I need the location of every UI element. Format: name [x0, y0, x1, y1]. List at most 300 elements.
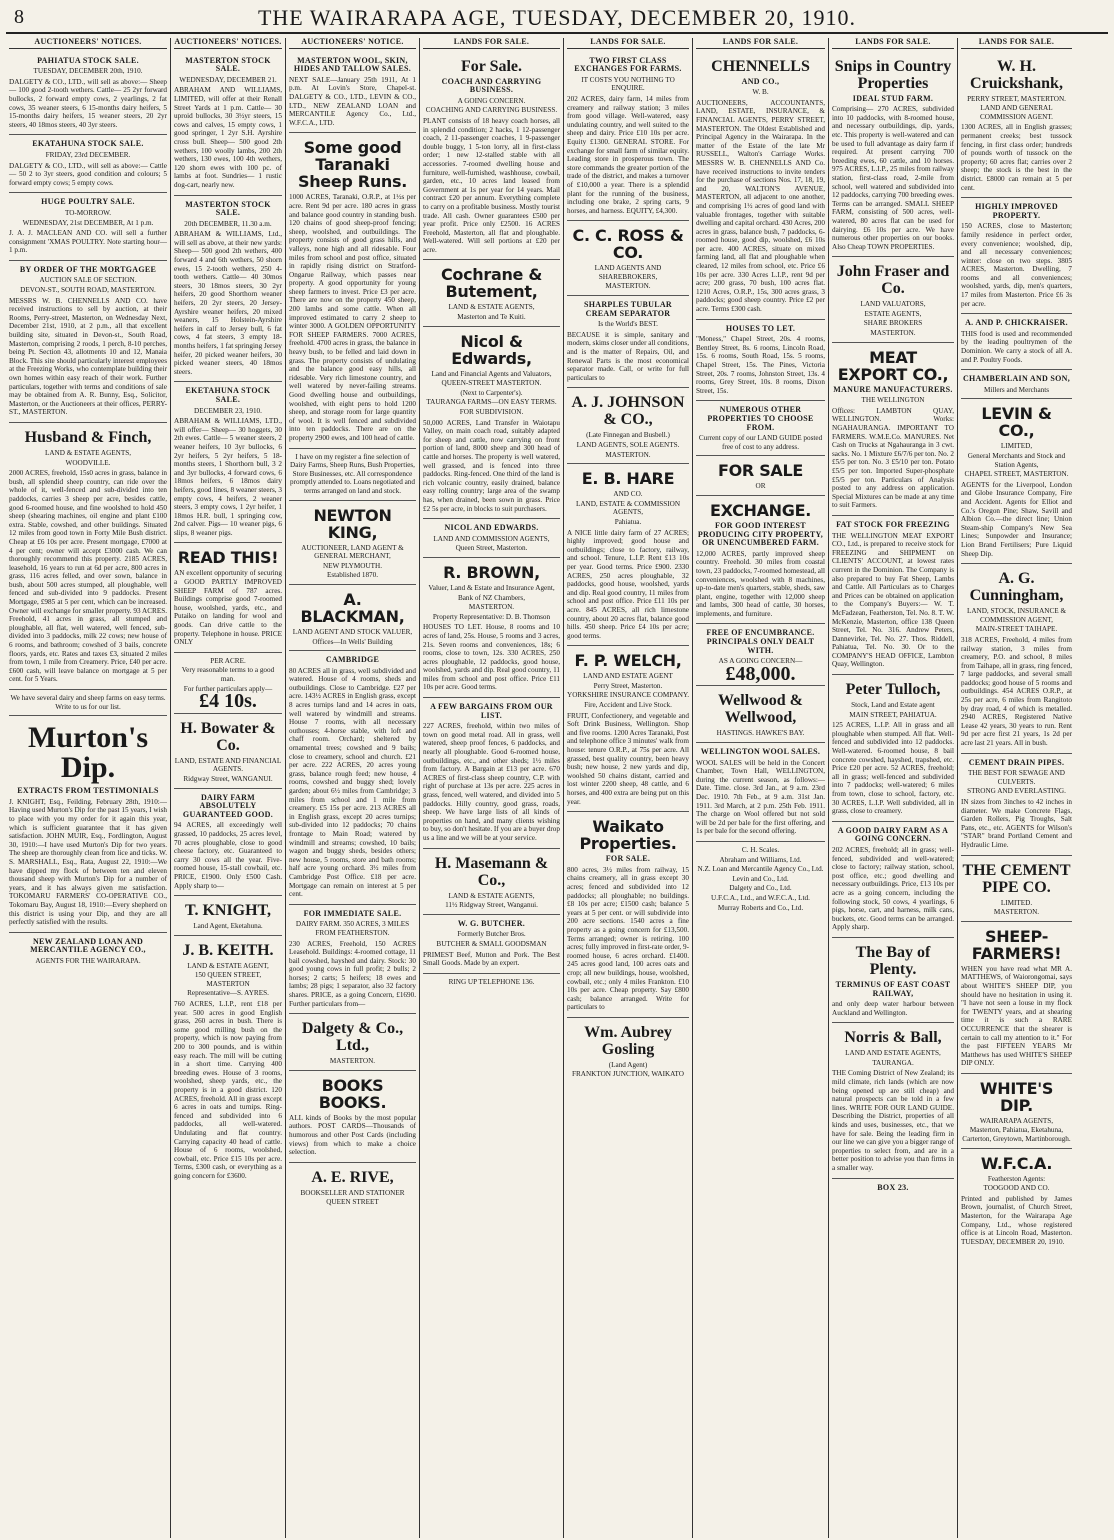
ad-body-text: 227 ACRES, freehold, within two miles of town on good metal road. All in grass, well watered, sheep proof fences, 6 paddocks, and nearly all ploughable. Good 6-roomed house, outbuildings, etc., and other sheds; 1½ miles from factory. A Bargain at £13 per acre. 670 ACRES of first-class sheep country, C.P. with right of purchase at 13s per acre. 225 acres in grass, fenced, well watered, and divided into 5 paddocks. Hilly country, good grass, roads, sheep. We have large lists of all kinds of properties on hand, and many clients wishing to buy, so don't hesitate. If you are a buyer drop us a line and we will be at your service. — [423, 722, 560, 842]
ad-line: 20th DECEMBER, 11.30 a.m. — [184, 219, 272, 228]
ad-bold-title: W.F.C.A. — [980, 1153, 1053, 1173]
ad-line: U.F.C.A., Ltd., and W.F.C.A., Ltd. — [711, 893, 810, 902]
advertisement — [9, 135, 167, 193]
advertisement — [961, 370, 1072, 399]
advertisement — [567, 296, 689, 388]
ad-line: NEW PLYMOUTH. — [322, 561, 383, 570]
ad-heading: A FEW BARGAINS FROM OUR LIST. — [430, 702, 553, 720]
advertisement — [289, 1163, 416, 1211]
advertisement — [423, 698, 560, 849]
ad-bold-title: C. C. ROSS & CO. — [572, 226, 684, 263]
advertisement — [174, 789, 282, 897]
column-heading: LANDS FOR SALE. — [832, 38, 954, 49]
column-heading: LANDS FOR SALE. — [567, 38, 689, 49]
column-1 — [6, 38, 171, 1538]
ad-body-text: 150 ACRES, close to Masterton; family residence in perfect order, every convenience; woolshed, dip, and all necessary conveniences; winter: close on two steps. 3805 ACRES, Masterton. Dwelling, 7 rooms and all conveniences; woolshed, yards, dip, men's quarters, 17 miles from Masterton. Price £6 3s per acre. — [961, 222, 1072, 308]
ad-bold-title: NEWTON KING, — [313, 505, 392, 542]
ad-line: LIMITED. — [1000, 898, 1033, 907]
ad-line: LAND & ESTATE AGENT, — [187, 961, 269, 970]
ad-line: BOOKSELLER AND STATIONER — [300, 1188, 405, 1197]
ad-body-text: 202 ACRES, freehold; all in grass; well-fenced, subdivided and well-watered; close to factory; railway station, school, post office, etc.; good dwelling and necessary outbuildings. Price, £13 10s per acre as a going concern, including the following stock, 50 cows, 4 yearlings, 6 pigs, horse, cart, and harness, milk cans, buckets, etc. Good terms can be arranged. Apply sharp. — [832, 845, 954, 932]
ad-line: TUESDAY, DECEMBER 20th, 1910. — [33, 67, 143, 76]
ad-display-title: H. Masemann & Co., — [434, 854, 549, 889]
ad-heading: EKETAHUNA STOCK SALE. — [185, 386, 271, 404]
advertisement — [423, 519, 560, 558]
ad-line: Masterton and Te Kuiti. — [457, 313, 526, 322]
advertisement — [289, 1071, 416, 1163]
ad-heading: FAT STOCK FOR FREEZING — [836, 519, 950, 529]
ad-body-text: 202 ACRES, dairy farm, 14 miles from creamery and railway station; 3 miles from good village. Well-watered, easy undulating country, and well suited to the sheep and dairy. Price £10 10s per acre. Equity £1300. GENERAL STORE. For exchange for small farm of similar equity. Leading store in prosperous town. The store commands the greater portion of the trade of the district, and makes a turnover of £10,000 a year. There is a splendid plant for the running of the business, including one brake, 2 spring carts, 9 horses, and harness. EQUITY, £4,300. — [567, 94, 689, 215]
column-6 — [693, 38, 829, 1538]
ad-line: Featherston Agents: — [987, 1174, 1046, 1183]
column-heading: AUCTIONEERS' NOTICES. — [174, 38, 282, 49]
ad-line: MASTERTON. — [605, 282, 651, 291]
advertisement — [832, 1023, 954, 1178]
ad-line: I have on my register a fine selection of Dairy Farms, Sheep Runs, Bush Properties, Store Businesses, etc. All correspondence promptly attended to. Loans negotiated and terms arranged on land and stock. — [290, 452, 415, 495]
ad-body-text: J. A. J. MACLEAN AND CO. will sell a further consignment 'XMAS POULTRY. Note starting hour—1 p.m. — [9, 229, 167, 255]
ad-body-text: NEXT SALE—January 25th 1911, At 1 p.m. At Lovin's Store, Chapel-st. DALGETY & CO., LTD., LEVIN & CO., LTD., NEW ZEALAND LOAN and MERCANTILE Agency Co., Ltd., W.F.C.A., LTD. — [289, 75, 416, 127]
ad-bold-title: E. B. HARE — [581, 469, 675, 489]
ad-line: Pahiatua. — [614, 517, 642, 526]
ad-heading: FOR IMMEDIATE SALE. — [303, 908, 402, 918]
ad-line: Offices—In Wells' Building — [312, 637, 393, 646]
ad-display-title: John Fraser and Co. — [836, 263, 950, 298]
ad-line: STRONG AND EVERLASTING. — [967, 787, 1066, 796]
ad-line: LAND AND COMMISSION AGENTS, — [433, 534, 550, 543]
ad-line: OR — [755, 482, 766, 491]
advertisement — [567, 1018, 689, 1083]
ad-bold-title: Cochrane & Butement, — [440, 265, 543, 302]
ad-body-text: IN sizes from 3inches to 42 inches in diameter. We make Concrete Flags, Garden Rollers, Pig Troughs, Salt Pans, etc., etc. AGENTS for Wilson's "STAR" brand Portland Cement and Hydraulic Lime. — [961, 798, 1072, 849]
ad-line: For further particulars apply— — [183, 684, 273, 693]
ad-display-title: Wm. Aubrey Gosling — [584, 1023, 672, 1058]
advertisement — [289, 501, 416, 585]
advertisement — [423, 260, 560, 326]
ad-display-title: A. G. Cunningham, — [969, 570, 1064, 605]
ad-body-text: 94 ACRES, all exceedingly well grassed, 10 paddocks, 25 acres level, 70 acres ploughable, close to good cheese factory, etc. Guaranteed to carry 30 cows all the year. Five-roomed house, 15-stall cowbail, etc. PRICE, £1900. Only £500 Cash. Apply sharp to— — [174, 821, 282, 890]
ad-heading: AND CO., — [741, 76, 780, 86]
column-3 — [286, 38, 420, 1538]
ad-line: WAIRARAPA AGENTS, — [979, 1116, 1054, 1125]
ad-heading: TWO FIRST CLASS EXCHANGES FOR FARMS. — [574, 55, 682, 74]
ad-bold-title: R. BROWN, — [443, 562, 540, 582]
advertisement — [567, 388, 689, 464]
ad-display-title: Dalgety & Co., Ltd., — [301, 1020, 404, 1055]
ad-line: Representative—S. AYRES. — [187, 989, 269, 998]
ad-display-title: THE CEMENT PIPE CO. — [962, 861, 1071, 896]
advertisement — [567, 646, 689, 812]
ad-body-text: HOUSES TO LET. House, 8 rooms and 10 acres of land, 25s. House, 5 rooms and 3 acres, 21s. Seven rooms and conveniences, 18s; 6 rooms, close to town, 12s. 330 ACRES, 250 acres ploughable, 12 paddocks, good house, woolshed, yards and dip. Real good country, 11 miles from school and post office. Price £11 10s per acre. Good terms. — [423, 623, 560, 692]
ad-heading: MASTERTON STOCK SALE. — [185, 55, 271, 74]
advertisement — [423, 327, 560, 520]
advertisement — [423, 915, 560, 974]
ad-line: THE BEST FOR SEWAGE AND CULVERTS. — [968, 769, 1065, 786]
ad-line: We have several dairy and sheep farms on easy terms. Write to us for our list. — [10, 694, 166, 711]
ad-body-text: AN excellent opportunity of securing a GOOD PARTLY IMPROVED SHEEP FARM of 787 acres. Buildings comprise good 7-roomed house, woolshed, yards, etc., and Putaiko on landing for wool and goods. Can drive cattle to the property. Telephone in house. PRICE ONLY — [174, 569, 282, 647]
ad-body-text: A NICE little dairy farm of 27 ACRES; highly improved; good house and outbuildings; close to factory, railway, and school. Tenure, L.I.P. Rent £13 10s per year. Good terms. Price £900. 2330 ACRES, 250 acres ploughable, 32 paddocks, good house, woolshed, yards and dip. Real good country, 11 miles from school and post office. Price £11 10s per acre. 845 ACRES, all rich limestone country, about 20 acres flat, balance good hills. 450 sheep. Price £4 10s per acre; good terms. — [567, 528, 689, 640]
ad-heading: MASTERTON STOCK SALE. — [185, 199, 271, 218]
ad-line: Queen Street, Masterton. — [455, 544, 528, 553]
ad-heading: NEW ZEALAND LOAN AND MERCANTILE AGENCY CO., — [30, 936, 146, 955]
ad-line: Is the World's BEST. — [598, 320, 658, 329]
ad-line: LAND, STOCK, INSURANCE & COMMISSION AGENT, — [966, 607, 1067, 624]
advertisement — [9, 193, 167, 261]
ad-body-text: ALL kinds of Books by the most popular authors. POST CARDS—Thousands of humorous and other Post Cards (including views) from which to make a choice selection. — [289, 1113, 416, 1157]
ad-line: MAIN-STREET TAIHAPE. — [975, 625, 1058, 634]
ad-heading: W. G. BUTCHER. — [457, 918, 526, 928]
ad-display-title: A. J. JOHNSON & CO., — [571, 394, 685, 429]
ad-display-title: Wellwood & Wellwood, — [718, 692, 803, 727]
advertisement — [174, 714, 282, 789]
ad-body-text: J. KNIGHT, Esq., Feilding, February 28th, 1910:—Having used Murton's Dip for the past 15 years, I wish to place with you my order for it again this year, which is sufficient guarantee that it has given satisfaction. JOHN MUIR, Esq., Fordlington, August 30, 1910:—I have used Murton's Dip for two years. The sheep are thoroughly clean from lice and ticks. W. S. MARSHALL, Esq., Rata, August 22, 1910:—We have dipped my flock of between ten and eleven thousand sheep with Murton's Dip for a number of years, and it has always given me satisfaction. TOKOMARU FARMERS' CO-OPERATIVE CO., Tokomaru Bay, August 18, 1910:—Every shepherd on this district is using your Dip, and they are all perfectly satisfied with the results. — [9, 797, 167, 927]
ad-body-text: WHEN you have read what MR A. MATTHEWS, of Waiorongomai, says about WHITE'S SHEEP DIP, you should have no hesitation in using it. "I have not seen a louse in my flock for TWENTY years, and at shearing time it is such a RARE OCCURRENCE that the shearer is certain to call my attention to it." For the past FIFTEEN YEARS Mr Matthews has used WHITE'S SHEEP DIP ONLY. — [961, 964, 1072, 1068]
advertisement — [567, 52, 689, 222]
ad-bold-title: MEAT EXPORT CO., — [837, 347, 949, 384]
ad-line: Millers and Merchants — [983, 385, 1050, 394]
ad-body-text: Offices: LAMBTON QUAY, WELLINGTON. Works: NGAHAURANGA. IMPORTANT TO FARMERS. W.M.E.Co. MANURES. Net Cash on Trucks at Ngahauranga in 3 cwt. sacks. No. 1 Mixture £6/7/6 per ton. No. 2 £5/5 per ton. No. 3 £5/10 per ton. Potato £5/5 per ton. Imported Super-phosphate £5/5 per ton. Particulars of Analysis posted to any address on application. Special Mixtures can be made at any time to suit Farmers. — [832, 406, 954, 510]
advertisement — [9, 933, 167, 970]
advertisement — [696, 496, 825, 625]
ad-body-text: 125 ACRES, L.I.P. All in grass and all ploughable when stumped. All flat. Well-fenced and subdivided into 12 paddocks. Well-watered. 6-roomed house, 8 bail concrete cowshed, hayshed, trapshed, etc. Price £20 per acre. 52 ACRES, freehold; all in grass; well-fenced and subdivided into 7 paddocks; well-watered; 6 miles from town, close to school, factory, etc. 30 ACRES, L.I.P. Well subdivided, all in grass, close to creamery. — [832, 721, 954, 816]
ad-body-text: 12,000 ACRES, partly improved sheep country. Freehold. 30 miles from coastal town, 23 paddocks, 7-roomed homestead, all conveniences, woolshed with 8 machines, up-to-date men's quarters, stable, sheds, saw plant, engine, together with 12,000 sheep and lambs, 300 head of cattle, 30 horses, implements, and furniture. — [696, 549, 825, 618]
ad-bold-title: WHITE'S DIP. — [979, 1078, 1054, 1115]
advertisement — [567, 812, 689, 1018]
ad-line: IT COSTS YOU NOTHING TO ENQUIRE. — [581, 75, 675, 93]
ad-line: Formerly Butcher Bros. — [457, 930, 526, 939]
ad-line: Established 1870. — [326, 571, 379, 580]
ad-body-text: 800 acres, 3½ miles from railway, 15 chains creamery, all in grass except 30 acres; fenced and subdivided into 12 paddocks; all ploughable; no buildings. £8 10s per acre; £1500 cash; balance 5 years at 5 per cent. or will subdivide into 200 acre sections. 1540 acres a fine property as a going concern for £13,500. Terms arranged; owner is retiring. 100 acres; fully improved in first-rate order, 9-roomed house, 6 acres orchard. £1400. 245 acres good land, 100 acres oats and crop; all new buildings, house, woolshed, cowbail, etc.; only 4 miles Frankton. £10 10s per acre. Cheap property. Say £800 cash; balance arranged. Write for particulars to — [567, 865, 689, 1012]
ad-heading: EKATAHUNA STOCK SALE. — [32, 139, 144, 149]
columns-container — [6, 38, 1108, 1538]
ad-line: LAND AGENT AND STOCK VALUER, — [292, 627, 413, 636]
ad-heading: CHAMBERLAIN AND SON, — [962, 374, 1071, 384]
ad-heading: NICOL AND EDWARDS. — [444, 523, 539, 533]
ad-body-text: Printed and published by James Brown, journalist, of Church Street, Masterton, for the Wairarapa Age Company, Ltd., whose registered office is at Lincoln Road, Masterton. TUESDAY, DECEMBER 20, 1910. — [961, 1194, 1072, 1246]
ad-body-text: MESSRS W. B. CHENNELLS AND CO. have received instructions to sell by auction, at their Rooms, Perry-street, Masterton, on Wednesday Next, December 21st, 1910, at 2 p.m., all that excellent building site, situated in Devon-st., South Road, Masterton, comprising 2 roods, 1 perch, 8-10 perches, being Pt. Section 43, allotments 10 and 12, Manaia Block. This site should particularly interest employees at the Freezing Works, who contemplate building their own homes within easy reach of their work. Further particulars, together with terms and conditions of sale may be obtained from A. R. Bunny, Esq., Solicitor, Masterton, or the Auctioneers at their offices, PERRY-ST., MASTERTON. — [9, 296, 167, 417]
ad-heading: EXTRACTS FROM TESTIMONIALS — [17, 786, 159, 796]
ad-line: HASTINGS. HAWKE'S BAY. — [716, 729, 805, 738]
ad-heading: NUMEROUS OTHER PROPERTIES TO CHOOSE FROM. — [707, 405, 814, 432]
advertisement — [832, 675, 954, 822]
ad-body-text: DALGETY & CO., LTD., will sell as above:— Cattle— 50 2 to 3yr steers, good condition and colours; 5 forward empty cows; 5 empty cows. — [9, 161, 167, 187]
ad-body-text: WOOL SALES will be held in the Concert Chamber, Town Hall, WELLINGTON, during the current season, as follows:— Date. Time. close. 3rd Jan., at 9 a.m. 23rd Dec. 1910. 7th Feb., at 9 a.m. 31st Jan. 1911. 3rd March, at 2 p.m. 25th Feb. 1911. The charge on Wool offered but not sold will be 2d per bale for the first offering, and 1s per bale for the second offering. — [696, 758, 825, 836]
ad-heading: COACH AND CARRYING BUSINESS. — [441, 76, 542, 95]
advertisement — [961, 1149, 1072, 1252]
advertisement — [174, 543, 282, 652]
advertisement — [423, 849, 560, 915]
advertisement — [289, 449, 416, 501]
ad-heading: HIGHLY IMPROVED PROPERTY. — [975, 202, 1058, 220]
ad-bold-title: LEVIN & CO., — [981, 404, 1052, 441]
ad-display-title: CHENNELLS — [711, 57, 810, 75]
ad-line: Current copy of our LAND GUIDE posted free of cost to any address. — [698, 434, 823, 451]
ad-bold-title: Waikato Properties. — [579, 817, 677, 854]
ad-line: Fire, Accident and Live Stock. — [584, 701, 672, 710]
ad-line: (Next to Carpenter's). — [460, 388, 523, 397]
advertisement — [423, 558, 560, 698]
ad-line: LAND & ESTATE AGENTS, — [448, 891, 535, 900]
advertisement — [289, 52, 416, 134]
ad-heading: A. AND P. CHICKRAISER. — [965, 318, 1068, 328]
advertisement — [961, 399, 1072, 564]
ad-line: ESTATE AGENTS, — [864, 309, 922, 318]
ad-line: PER ACRE. — [210, 656, 246, 665]
ad-body-text: 230 ACRES, Freehold, 150 ACRES Leasehold. Buildings: 4-roomed cottage, 11 bail cowshed, hayshed and dairy. Stock: 30 good young cows in full profit; 2 bulls; 2 horses; 2 carts; 5 heifers; 18 ewes and lambs; 28 pigs; 1 separator, also 32 factory shares. PRICE, as a going Concern, £1690. Further particulars from— — [289, 939, 416, 1008]
ad-line: Abraham and Williams, Ltd. — [719, 855, 802, 864]
ad-line: Land and Financial Agents and Valuators, — [431, 369, 552, 378]
ad-heading: WELLINGTON WOOL SALES. — [700, 747, 821, 757]
advertisement — [961, 856, 1072, 922]
ad-line: BUTCHER & SMALL GOODSMAN — [436, 939, 547, 948]
ad-body-text: THIS food is used and recommended by the leading poultrymen of the Dominion. We carry a stock of all A. and P. Poultry Foods. — [961, 329, 1072, 364]
advertisement — [289, 1014, 416, 1071]
ad-line: LAND, ESTATE & COMMISSION AGENTS, — [575, 499, 681, 517]
ad-body-text: PRIMEST Beef, Mutton and Pork. The Best Small Goods. Made by an expert. — [423, 950, 560, 968]
ad-line: N.Z. Loan and Mercantile Agency Co., Ltd. — [697, 865, 824, 874]
ad-line: A GOING CONCERN. — [457, 96, 526, 105]
ad-line: AUCTION SALE OF SECTION. — [39, 276, 137, 285]
ad-line: LAND AND ESTATE AGENT — [583, 672, 673, 681]
ad-line: CHAPEL STREET, MASTERTON. — [964, 470, 1069, 479]
ad-line: WOODVILLE. — [65, 458, 111, 467]
ad-body-text: PLANT consists of 18 heavy coach horses, all in splendid condition; 2 hacks, 1 12-passenger coach, 2 11-passenger coaches, 1 9-passenger double buggy, 1 5-ton lorry, all in first-class order; 1 new 12-stalled stable with all accessories. 7-roomed dwelling house and furniture, well-furnished, washhouse, cowbail, garden, etc., 10 acres land leased from Government at 1s per year for 14 years. Mail contract £20 per annum. Everything complete to carry on a profitable business. Mostly tourist trade. All cash. Owner guarantees £500 per year profit. Price only £2500. 16 ACRES Freehold, Masterton, all flat and ploughable. Well-watered. Will sell portions at £20 per acre. — [423, 116, 560, 254]
ad-line: 11½ Ridgway Street, Wanganui. — [445, 901, 538, 910]
ad-line: DAIRY FARM. 350 ACRES, 3 MILES FROM FEATHERSTON. — [295, 920, 410, 937]
ad-line: C. H. Scales. — [741, 845, 780, 854]
column-8 — [958, 38, 1075, 1538]
ad-line: TOOGOOD AND CO. — [983, 1184, 1050, 1193]
ad-body-text: AUCTIONEERS, ACCOUNTANTS, LAND, ESTATE, INSURANCE, & FINANCIAL AGENTS, PERRY STREET, MASTERTON. The Oldest Established and Principal Agency in the Wairarapa. In the matter of the Estate of the late Mr RUSSELL, Walton's Carriage Works. MESSRS W. B. CHENNELLS AND Co. have received instructions to invite tenders for the purchase of sections Nos. 17, 18, 19, and 20, WALTON'S AVENUE, MASTERTON, all adjacent to one another, and comprising 1½ acres of good land with valuable frontages, together with suitable dwelling and capital orchard. 430 Acres, 200 acres in grass, balance bush, 7 paddocks, 6-roomed house, good dip, woolshed, £6 10s per acre. 400 ACRES, situate on mixed farming land, all flat and ploughable when cleared, 12 miles from school, etc. Price £6 10s per acre. 330 Acres L.I.P., rent 9d per acre; 200 grass, 70 bush, 100 acres flat. 1210 Acres, O.R.P., 15s, 300 acres grass, 3 paddocks; good sheep country. Price £2 per acre. Terms £300 cash. — [696, 98, 825, 314]
ad-heading: HUGE POULTRY SALE. — [41, 197, 135, 207]
ad-body-text: FRUIT, Confectionery, and vegetable and Soft Drink Business, Wellington. Shop and five rooms. 1200 Acres Taranaki, Post and telephone office 3 minutes' walk from house: tenure O.R.P., at 75s per acre. All grassed, best quality country, been heavy bush; new house, 2 new yards and dip, woolshed 50 chains distant, carried and lost winter 2200 sheep, 48 cattle, and 6 horses, and 400 extra are being put on this year. — [567, 711, 689, 806]
advertisement — [961, 754, 1072, 856]
ad-line: Valuer, Land & Estate and Insurance Agent, — [428, 583, 555, 592]
ad-bold-title: BOOKS BOOKS. — [318, 1075, 387, 1112]
ad-line: FRIDAY, 23rd DECEMBER. — [45, 150, 131, 159]
advertisement — [174, 653, 282, 714]
ad-body-text: 2000 ACRES, freehold, 15s0 acres in grass, balance in bush, all splendid sheep country, can ride over the whole of it, well-fenced and sub-divided into ten paddocks, carries 3 sheep per acre, besides cattle, good 6-roomed house, and fine woolshed to hold 450 sheep (shearing machines, oil engine and plant £100 extra. Stable, cowshed, and other buildings. Situated 12 miles from good town in Forty Mile Bush district. Cheap at £6 10s per acre. Present mortgage, £7000 at 4 per cent; owner will accept £3000 cash. We can thoroughly recommend this property. 2185 ACRES, leasehold, 16 years to run at 6d per acre, 800 acres in grass, 116 acres felled, and over sown, balance in bush, about 500 acres stumped, all ploughable, well fenced and sub-divided into 9 paddocks. Present Mortgage, £985 at 5 per cent, which can be increased. Owner will exchange for smaller property. 93 ACRES. Freehold, 41 acres in grass, all stumped and ploughable, all flat, well watered, well fenced, sub-divided into 3 paddocks, milk 22 cows; new house of 6 rooms, and bathroom; cowshed of 3 bails, concrete floors, yards, etc. Rates and taxes £3, situated 2 miles from town, 1 mile from Creamery. Price, £40 per acre. £600 cash, will leave balance on mortgage at 5 per cent. for 5 Years. — [9, 469, 167, 684]
advertisement — [961, 314, 1072, 370]
ad-line: MASTERTON. — [605, 450, 651, 459]
ad-line: Stock, Land and Estate agent — [851, 701, 935, 710]
ad-line: TAURANGA. — [872, 1058, 914, 1067]
advertisement — [174, 936, 282, 1186]
ad-display-title: T. KNIGHT, — [184, 902, 272, 920]
advertisement — [289, 133, 416, 448]
ad-line: RING UP TELEPHONE 136. — [448, 977, 535, 986]
ad-line: Bank of NZ Chambers, — [457, 593, 526, 602]
ad-display-title: For Sale. — [460, 57, 523, 75]
ad-large-title: Murton's Dip. — [28, 721, 148, 785]
ad-line: COACHING AND CARRYING BUSINESS. — [425, 106, 558, 115]
ad-body-text: 80 ACRES all in grass, well subdivided and watered. House of 4 rooms, sheds and outbuildings. Close to Cambridge. £27 per acre. 143½ ACRES in English grass, except 8 acres turnips land and 14 acres in oats, well watered by windmill and streams. House 7 rooms, with all necessary outhouses; 4-horse stable, with loft and chaff room. Orchard; sheltered by ornamental trees; cowshed and 9 bails; close to creamery, school and church. £21 per acre. 222 ACRES, 20 acres young grass, balance rough feed; new house, 4 rooms, cowshed and buggy shed; lovely garden; about 6½ miles from Cambridge; 3 miles from school and 1 mile from creamery. £5 15s per acre. 213 ACRES all in English grass, except 20 acres turnips; sub-divided into 12 paddocks; 70 chains frontage to Main Road; watered by windmill and streams; cowshed, 10 bails; wagon and buggy sheds, besides others; new house, 5 rooms, store and bath rooms; half acre young orchard. 3½ miles from Cambridge Post Office. £18 per acre. Mortgage can remain on interest at 5 per cent. — [289, 666, 416, 899]
ad-body-text: ABRAHAM & WILLIAMS, Ltd., will sell as above, at their new yards: Sheep— 500 good 2th wethers, 400 forward 4 and 6th wethers, 50 shorn ewes, 15 2-tooth wethers, 250 4-tooth wethers. Cattle— 40 30mos steers, 30 18mos steers, 30 2yr heifers, 20 good Shorthorn weaner heifers, 20 2yr steers, 20 Jersey-Ayrshire weaner heifers, 20 mixed weaners, 15 Holstein-Ayrshire heifers in calf to Jersey bull, 6 fat cows, 4 fat steers, 3 empty 18-months heifers, 1 fat springing Jersey heifer, 20 picked weaner heifers, 30 picked weaner steers, 40 18mos steers. — [174, 230, 282, 376]
ad-heading: MASTERTON WOOL, SKIN, HIDES AND TALLOW SALES. — [293, 55, 412, 74]
ad-line: QUEEN-STREET MASTERTON. — [441, 379, 542, 388]
ad-display-title: H. Bowater & Co. — [180, 719, 276, 754]
ad-line: W. B. — [752, 88, 769, 97]
ad-line: Masterton, Pahiatua, Eketahuna, Carterton, Greytown, Martinborough. — [962, 1126, 1071, 1144]
ad-line: WEDNESDAY, DECEMBER 21. — [179, 75, 277, 84]
ad-line: AND CO. — [613, 490, 643, 499]
ad-line: LAND & ESTATE AGENTS, — [44, 448, 132, 457]
ad-display-title: Peter Tulloch, — [845, 681, 941, 699]
column-heading: LANDS FOR SALE. — [696, 38, 825, 49]
ad-display-title: A. E. RIVE, — [311, 1168, 394, 1186]
ad-line: LAND AGENTS, SOLE AGENTS. — [576, 441, 680, 449]
ad-heading: DAIRY FARM ABSOLUTELY GUARANTEED GOOD. — [182, 792, 274, 819]
page-number: 8 — [14, 6, 24, 28]
newspaper-title: THE WAIRARAPA AGE, TUESDAY, DECEMBER 20, 1910. — [257, 5, 857, 30]
advertisement — [174, 896, 282, 936]
ad-line: LAND AND ESTATE AGENTS, — [845, 1049, 941, 1058]
advertisement — [423, 974, 560, 991]
ad-heading: BY ORDER OF THE MORTGAGEE — [19, 264, 157, 274]
ad-line: DECEMBER 23, 1910. — [194, 406, 262, 415]
ad-line: Murray Roberts and Co., Ltd. — [717, 903, 804, 912]
ad-display-title: Snips in Country Properties — [834, 57, 952, 92]
ad-line: DEVON-ST., SOUTH ROAD, MASTERTON. — [20, 286, 156, 295]
ad-body-text: AGENTS for the Liverpool, London and Globe Insurance Company, Fire and Accident. Agents for Elliot and Co.'s Oregon Pine; Shaw, Savill and Albion Co.—the direct line; Union Steam-ship Company's New Sea Lines; Sunpowder and Insurance; Lion Brand Fertilisers; Pure Liquid Sheep Dip. — [961, 480, 1072, 558]
advertisement — [174, 196, 282, 383]
ad-line: AUCTIONEER, LAND AGENT & GENERAL MERCHANT, — [301, 543, 404, 561]
ad-heading: IDEAL STUD FARM. — [852, 93, 934, 103]
advertisement — [832, 343, 954, 516]
ad-line: PERRY STREET, MASTERTON. — [967, 94, 1066, 103]
advertisement — [696, 842, 825, 916]
ad-price: £48,000. — [725, 662, 796, 685]
ad-heading: CAMBRIDGE — [325, 655, 380, 665]
ad-line: Very reasonable terms to a good man. — [181, 666, 275, 683]
column-2 — [171, 38, 286, 1538]
ad-body-text: ABRAHAM AND WILLIAMS, LIMITED, will offer at their Renall Street Yards at 1 p.m. Cattle— 30 uproid bullocks, 30 3½yr steers, 15 cows and calves, 15 empty cows, 1 good springer, 1 2yr S.H. Ayrshire cross bull. Sheep— 500 good 2th wethers, 100 woolly lambs, 200 2th wethers, 130 ewes, 100 4th wethers, 120 shorn ewes with 100 pc. of lambs at foot. Sundries— 1 rustic dog-cart, nearly new. — [174, 86, 282, 189]
ad-body-text: "Moness," Chapel Street, 20s. 4 rooms, Bentley Street, 8s. 6 rooms, Lincoln Road, 15s. 6 rooms, South Road, 15s. 5 rooms, Chapel Street, 15s. The Pines, Victoria Street, 20s. 7 rooms, Johnston Street, 13s. 4 rooms, Grey Street, 10s. 8 rooms, Dixon Street, 15s. — [696, 335, 825, 395]
ad-line: FOR SUBDIVISION. — [459, 408, 524, 417]
advertisement — [832, 257, 954, 342]
advertisement — [9, 52, 167, 136]
ad-heading: TERMINUS OF EAST COAST RAILWAY, — [835, 979, 951, 998]
ad-bold-title: SHEEP-FARMERS! — [971, 926, 1062, 963]
advertisement — [174, 382, 282, 543]
ad-line: LAND VALUATORS, — [860, 300, 926, 309]
ad-display-title: J. B. KEITH. — [182, 941, 274, 959]
ad-line: General Merchants and Stock and Station Agents, — [967, 452, 1066, 469]
ad-display-title: W. H. Cruickshank, — [970, 57, 1063, 92]
ad-line: LIMITED, — [1000, 442, 1033, 451]
advertisement — [289, 905, 416, 1015]
ad-line: WEDNESDAY, 21st DECEMBER, At 1 p.m. — [22, 218, 154, 227]
advertisement — [696, 52, 825, 320]
ad-bold-title: Nicol & Edwards, — [451, 331, 532, 368]
ad-line: LAND, ESTATE AND FINANCIAL AGENTS. — [174, 756, 282, 774]
ad-bold-title: EXCHANGE. — [709, 500, 812, 520]
ad-line: SHARE BROKERS — [863, 319, 923, 328]
advertisement — [696, 320, 825, 402]
advertisement — [961, 564, 1072, 754]
column-heading: AUCTIONEERS' NOTICES. — [9, 38, 167, 49]
ad-line: Ridgway Street, WANGANUI. — [183, 774, 273, 783]
ad-line: QUEEN STREET — [326, 1198, 379, 1207]
ad-line: Land Agent, Eketahuna. — [193, 922, 263, 931]
ad-line: YORKSHIRE INSURANCE COMPANY. — [567, 691, 690, 700]
ad-body-text: 318 ACRES, Freehold, 4 miles from railway station, 3 miles from creamery, P.O. and school, 8 miles from Taihape, all in grass, ring fenced, 7 large paddocks, and several small paddocks; good house of 5 rooms and outbuildings. 454 ACRES O.R.P., at 25s per acre, 6 miles from Rangitoto by dray road, 4 of which is metalled. 2940 ACRES, Registered Native Lease 42 years, 30 years to run. Rent 9d per acre first 21 years, 1s 2d per acre last 21 years. All in bush. — [961, 635, 1072, 748]
ad-line: AS A GOING CONCERN— — [718, 657, 803, 666]
ad-body-text: and only deep water harbour between Auckland and Wellington. — [832, 1000, 954, 1017]
ad-line: TO-MORROW. — [64, 208, 112, 217]
advertisement — [423, 52, 560, 261]
advertisement — [289, 651, 416, 905]
advertisement — [696, 401, 825, 456]
ad-heading: SHARPLES TUBULAR CREAM SEPARATOR — [583, 300, 672, 318]
ad-line: 150 QUEEN STREET, MASTERTON — [194, 971, 262, 988]
advertisement — [961, 52, 1072, 199]
column-heading: LANDS FOR SALE. — [961, 38, 1072, 49]
ad-line: (Late Finnegan and Busbell.) — [586, 431, 670, 440]
ad-line: Levin and Co., Ltd. — [732, 874, 789, 883]
ad-line: Perry Street, Masterton. — [593, 681, 663, 690]
advertisement — [696, 624, 825, 686]
ad-body-text: 1300 ACRES, all in English grasses; permanent creeks; best tussock fencing, in first class order; hundreds of pounds worth of tussock on the property; 60 acres flat; carries over 2 sheep; the stock is the best in the district. £8000 can remain at 5 per cent. — [961, 123, 1072, 192]
ad-price: £4 10s. — [199, 690, 257, 713]
ad-heading: FOR GOOD INTEREST PRODUCING CITY PROPERTY, OR UNENCUMBERED FARM. — [697, 520, 824, 548]
ad-bold-title: READ THIS! — [177, 548, 279, 568]
advertisement — [832, 52, 954, 258]
ad-line: LAND AGENTS AND SHAREBROKERS, — [594, 264, 662, 281]
advertisement — [9, 423, 167, 690]
advertisement — [9, 716, 167, 933]
ad-heading: FREE OF ENCUMBRANCE. PRINCIPALS ONLY DEALT WITH. — [706, 628, 815, 655]
column-7 — [829, 38, 958, 1538]
ad-line: MAIN STREET, PAHIATUA. — [849, 710, 937, 719]
ad-heading: MANURE MANUFACTURERS. — [833, 384, 953, 394]
ad-line: MASTERTON. — [870, 329, 916, 338]
ad-display-title: Norris & Ball, — [844, 1029, 942, 1047]
advertisement — [696, 456, 825, 496]
advertisement — [832, 1179, 954, 1198]
advertisement — [696, 743, 825, 842]
advertisement — [832, 516, 954, 675]
advertisement — [832, 822, 954, 938]
advertisement — [696, 686, 825, 743]
advertisement — [832, 938, 954, 1023]
ad-body-text: 50,000 ACRES, Land Transfer in Waiotapu Valley, on main coach road, suitably adapted for sheep and cattle, now carrying on front portion of land, 8000 sheep and 300 head of cattle and horses. The property is well watered, well grassed, and is fenced into three paddocks. Ring-fenced. One third of the land is rich volcanic country, easily drained, balance easy rolling country; large area of the swamp has, when drained, been sown in grass. Price £2 5s per acre, in blocks to suit purchasers. — [423, 418, 560, 513]
ad-display-title: The Bay of Plenty. — [855, 943, 931, 978]
ad-line: FRANKTON JUNCTION, WAIKATO — [571, 1070, 684, 1079]
advertisement — [961, 1074, 1072, 1149]
advertisement — [289, 585, 416, 651]
advertisement — [9, 690, 167, 716]
ad-body-text: THE WELLINGTON MEAT EXPORT CO., Ltd., is prepared to receive stock for FREEZING and SHIPMENT on CLIENTS' ACCOUNT, at lowest rates current in the Dominion. The Company is also prepared to buy Fat Sheep, Lambs and Cattle. All Particulars as to Charges and Prices can be obtained on application to the Company's Buyers:— W. T. McFadzean, Featherston, Tel. No. 8. T. W. McKenzie, Masterton, office 138 Queen Street, Tel. No. 316. Andrew Peters, Dannevirke, Tel. No. 27. Thos. Riddell, Pahiatua, Tel. No. 30. Or to the COMPANY'S HEAD OFFICE, Lambton Quay, Wellington. — [832, 531, 954, 669]
ad-line: Dalgety and Co., Ltd. — [729, 884, 792, 893]
advertisement — [961, 198, 1072, 314]
advertisement — [567, 464, 689, 646]
advertisement — [9, 261, 167, 423]
ad-body-text: THE Coming District of New Zealand; its mild climate, rich lands (which are now being opened up are still cheap) and natural prospects can be told in a few lines. WRITE FOR OUR LAND GUIDE. Describing the District, properties of all kinds and uses, businesses, etc., that we have for sale. Being the leading firm in our line we can give you a bigger range of properties to select from, and are in a better position to advise you than firms in a smaller way. — [832, 1069, 954, 1172]
column-heading: LANDS FOR SALE. — [423, 38, 560, 49]
advertisement — [567, 221, 689, 296]
ad-line: THE WELLINGTON — [861, 396, 925, 405]
ad-line: MASTERTON. — [468, 603, 515, 612]
ad-heading: BOX 23. — [877, 1182, 909, 1192]
column-heading: AUCTIONEERS' NOTICE. — [289, 38, 416, 49]
ad-body-text: BECAUSE it is simple, sanitary and modern, skims closer under all conditions, and is the matter of Repairs, Oil, and Renewal Parts is the most economical separator made. Call, or write for full particulars to — [567, 330, 689, 382]
advertisement — [961, 922, 1072, 1074]
ad-body-text: ABRAHAM & WILLIAMS, LTD., will offer— Sheep— 30 hoggets, 30 2th ewes. Cattle— 5 weaner steers, 2 weaner heifers, 10 3yr bullocks, 6 2yr heifers, 5 2yr heifers, 5 18-months steers, 1 Shorthorn bull, 3 2 and 3yr bullocks, 4 forward cows, 6 18mos heifers, 6 18mos dairy heifers, good lines, 8 weaner steers, 3 empty cows, 4 heifers, 2 weaner steers, 3 empty cows, 1 2yr heifer, 1 18mos H.R. bull, 1 springing cow, 2nd calver. Pigs— 10 weaner pigs, 6 slips, 8 weaner pigs. — [174, 417, 282, 537]
column-5 — [564, 38, 693, 1538]
ad-body-text: DALGETY & CO., LTD., will sell as above:— Sheep— 100 good 2-tooth wethers. Cattle— 25 2yr forward bullocks, 2 forward empty cows, 2 yearlings, 2 fat cows, 35 weaner steers, 6 15-months dairy heifers, 5 15-months dairy heifers, 15 weaner steers, 20 2yr steers, 40 18mos steers, 40 3yr steers. — [9, 77, 167, 129]
ad-bold-title: A. BLACKMAN, — [300, 589, 405, 626]
ad-body-text: 760 ACRES, L.I.P., rent £18 per year. 500 acres in good English grass, 260 acres in bush. There is some good milling bush on the property, which is now paying from 200 to 300 pounds, and is within easy reach. The mill will be cutting in a short time. Carrying 400 breeding ewes. House of 3 rooms, woolshed, sheep yards, etc., the property is in a good district. 120 ACRES, freehold. All in grass except 6 acres in oats and turnips. Ring-fenced and subdivided into 6 paddocks, all well-watered. Undulating and flat country. Carrying capacity 40 head of cattle. House of 6 rooms, woolshed, cowbail, etc. Price £15 10s per acre. Terms, £300 cash, or everything as a going concern for £3600. — [174, 1000, 282, 1180]
